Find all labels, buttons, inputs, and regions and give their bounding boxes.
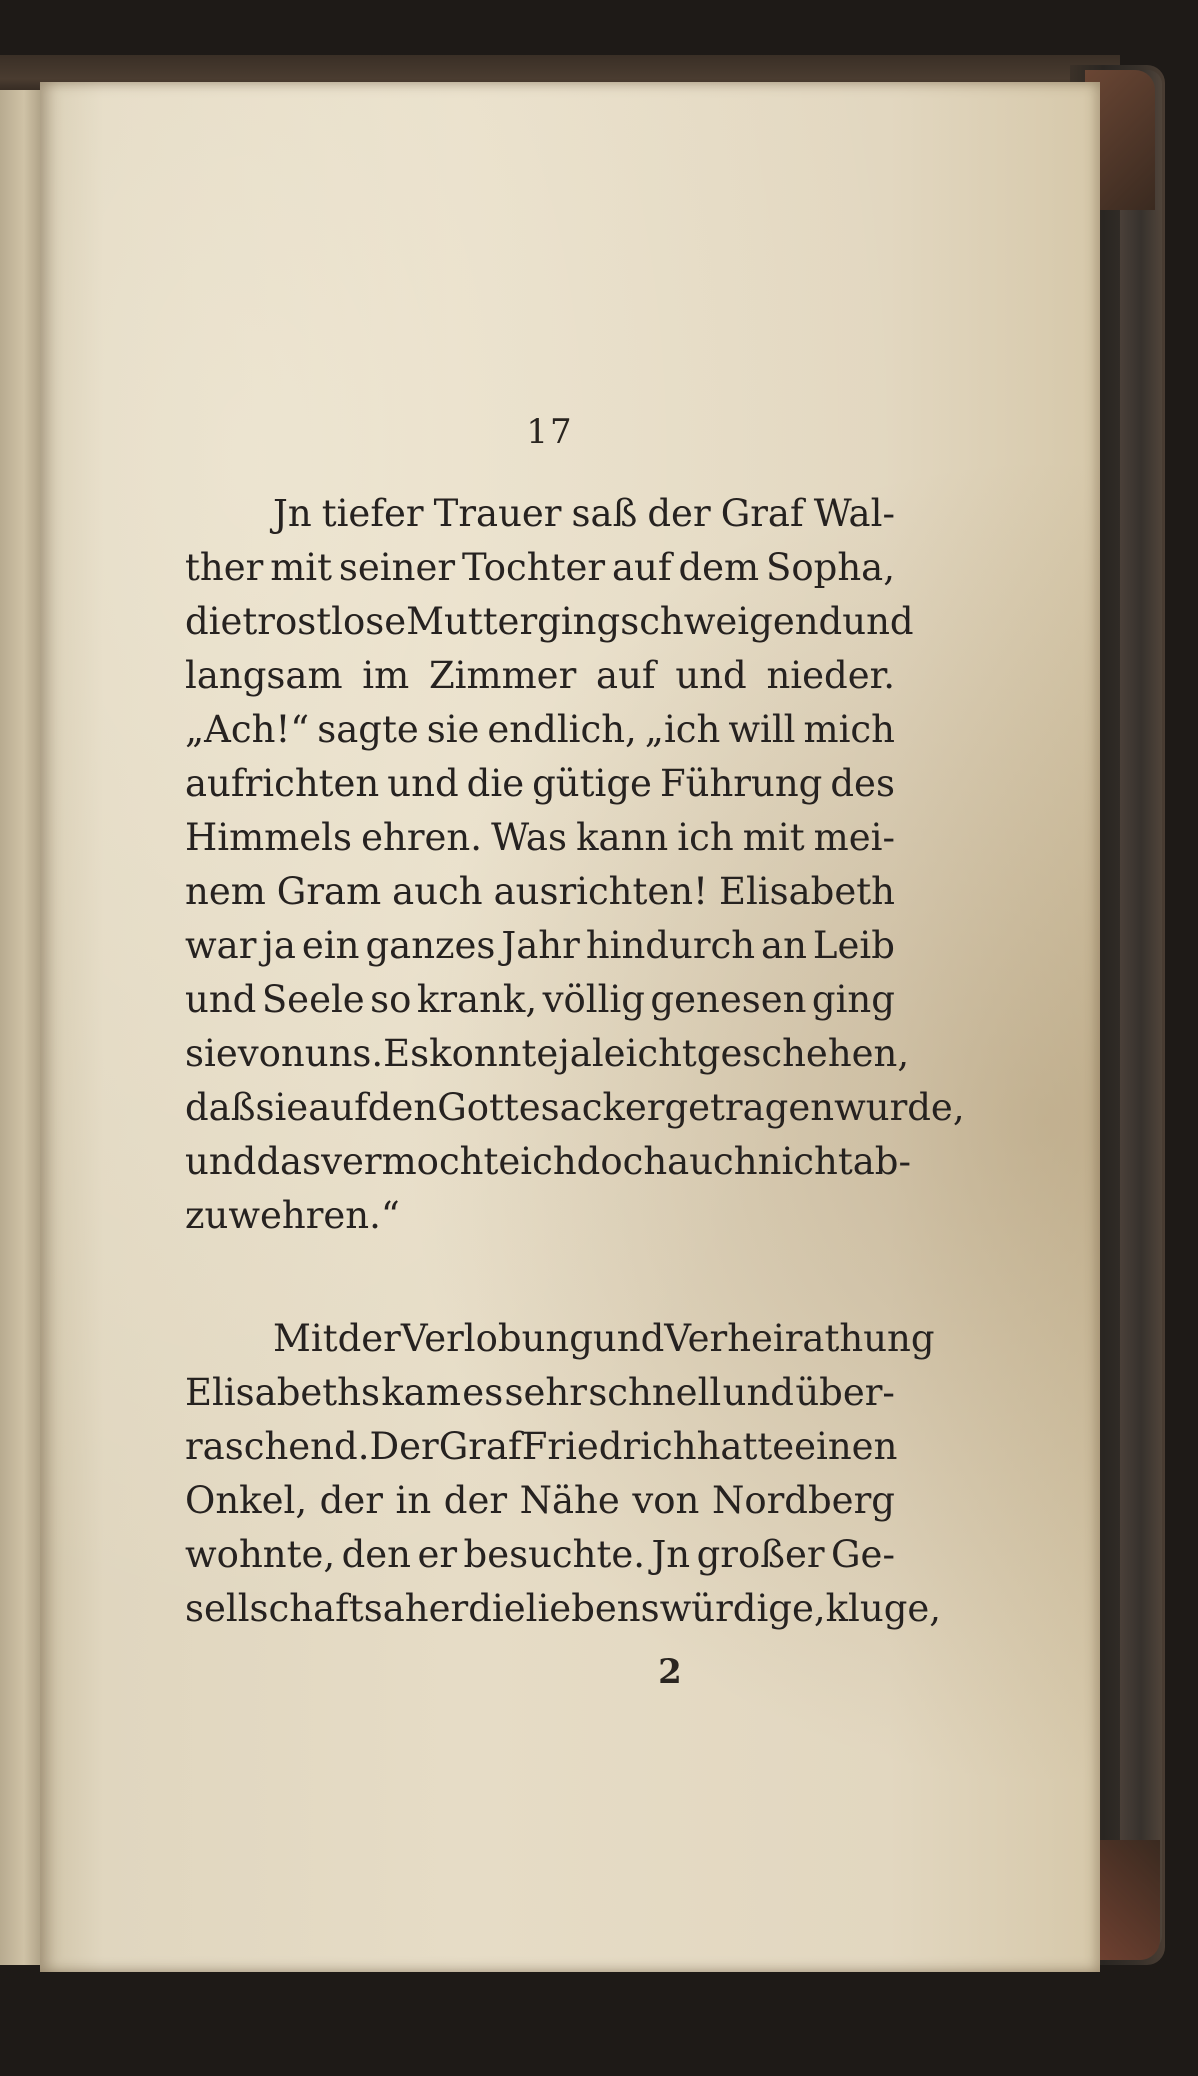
word: über- xyxy=(795,1371,895,1414)
word: krank, xyxy=(416,978,538,1021)
word: und xyxy=(722,1371,794,1414)
word: dem xyxy=(678,546,760,589)
word: sie xyxy=(426,708,480,751)
word: doch xyxy=(576,1140,668,1183)
word: an xyxy=(761,924,807,967)
text-line xyxy=(185,1135,911,1189)
word: besuchte. xyxy=(463,1533,645,1576)
word: Was xyxy=(491,816,567,859)
word: kluge, xyxy=(825,1587,942,1630)
text-line xyxy=(185,487,895,541)
word: Trauer xyxy=(433,492,562,535)
word: Nähe xyxy=(519,1479,620,1522)
word: zuwehren.“ xyxy=(185,1194,400,1237)
word: sie xyxy=(185,1032,238,1075)
word: war xyxy=(185,924,257,967)
word: genesen xyxy=(650,978,807,1021)
word: sellschaft xyxy=(185,1587,364,1630)
word: Wal- xyxy=(813,492,895,535)
word: der xyxy=(443,1479,508,1522)
word: Friedrich xyxy=(521,1425,697,1468)
text-line xyxy=(185,1189,895,1243)
word: Sopha, xyxy=(766,546,895,589)
word: auch xyxy=(667,1140,758,1183)
word: langsam xyxy=(185,654,343,697)
word: raschend. xyxy=(185,1425,370,1468)
word: „Ach!“ xyxy=(185,708,310,751)
word: völlig xyxy=(542,978,645,1021)
word: getragen xyxy=(664,1086,835,1129)
text-line xyxy=(185,1420,898,1474)
word: aufrichten xyxy=(185,762,380,805)
text-line xyxy=(185,703,895,757)
word: ich xyxy=(520,1140,577,1183)
word: sah xyxy=(363,1587,429,1630)
word: Jahr xyxy=(501,924,580,967)
text-line xyxy=(185,1081,965,1135)
word: Mit xyxy=(273,1317,338,1360)
word: konnte xyxy=(429,1032,559,1075)
word: wohnte, xyxy=(185,1533,336,1576)
word: Himmels xyxy=(185,816,352,859)
word: ja xyxy=(262,924,296,967)
word: die xyxy=(468,1587,526,1630)
word: der xyxy=(647,492,711,535)
word: Tochter xyxy=(461,546,606,589)
text-line xyxy=(185,595,914,649)
text-line xyxy=(185,811,895,865)
book-page xyxy=(40,82,1100,1972)
word: Onkel, xyxy=(185,1479,308,1522)
word: Gottesacker xyxy=(437,1086,665,1129)
word: Der xyxy=(369,1425,439,1468)
word: Jn xyxy=(273,492,312,535)
word: so xyxy=(370,978,412,1021)
word: die xyxy=(185,600,243,643)
word: und xyxy=(387,762,459,805)
text-line xyxy=(185,649,895,703)
word: auf xyxy=(308,1086,368,1129)
word: mich xyxy=(803,708,895,751)
word: Mutter xyxy=(406,600,538,643)
text-line xyxy=(185,1366,895,1420)
word: hatte xyxy=(696,1425,795,1468)
word: Elisabeth xyxy=(718,870,895,913)
word: Ge- xyxy=(830,1533,895,1576)
text-line xyxy=(185,1312,935,1366)
word: seiner xyxy=(338,546,456,589)
word: Nordberg xyxy=(711,1479,895,1522)
word: liebenswürdige, xyxy=(525,1587,826,1630)
word: Leib xyxy=(812,924,895,967)
word: auf xyxy=(596,654,656,697)
word: ausrichten! xyxy=(493,870,708,913)
word: der xyxy=(319,1479,383,1522)
cover-corner-bottom xyxy=(1100,1840,1160,1960)
word: von xyxy=(632,1479,700,1522)
word: ja xyxy=(558,1032,592,1075)
word: mit xyxy=(270,546,332,589)
text-line xyxy=(185,1474,895,1528)
word: großer xyxy=(696,1533,825,1576)
word: das xyxy=(256,1140,322,1183)
word: der xyxy=(337,1317,401,1360)
word: Es xyxy=(383,1032,430,1075)
text-line xyxy=(185,1582,942,1636)
word: leicht xyxy=(591,1032,697,1075)
word: Gram xyxy=(276,870,382,913)
word: ich xyxy=(677,816,734,859)
word: endlich, xyxy=(487,708,637,751)
word: schnell xyxy=(588,1371,722,1414)
word: wurde, xyxy=(834,1086,965,1129)
text-line xyxy=(185,919,895,973)
word: einen xyxy=(794,1425,898,1468)
word: er xyxy=(417,1533,458,1576)
signature-mark: 2 xyxy=(658,1652,682,1692)
word: ganzes xyxy=(365,924,496,967)
word: mei- xyxy=(813,816,895,859)
word: Führung xyxy=(659,762,823,805)
word: er xyxy=(428,1587,469,1630)
word: kam xyxy=(381,1371,461,1414)
word: nieder. xyxy=(766,654,895,697)
text-line xyxy=(185,865,895,919)
word: nicht xyxy=(757,1140,853,1183)
word: ab- xyxy=(852,1140,911,1183)
word: nem xyxy=(185,870,266,913)
word: Graf xyxy=(720,492,804,535)
word: den xyxy=(367,1086,438,1129)
text-line xyxy=(185,757,895,811)
word: Verheirathung xyxy=(664,1317,935,1360)
page-number: 17 xyxy=(526,412,574,452)
word: trostlose xyxy=(242,600,407,643)
word: von xyxy=(237,1032,305,1075)
word: ging xyxy=(537,600,621,643)
word: mit xyxy=(742,816,805,859)
word: „ich xyxy=(644,708,721,751)
word: den xyxy=(341,1533,412,1576)
text-line xyxy=(185,1027,910,1081)
word: Seele xyxy=(261,978,365,1021)
word: im xyxy=(362,654,410,697)
word: uns. xyxy=(304,1032,384,1075)
word: Graf xyxy=(438,1425,522,1468)
text-line xyxy=(185,541,895,595)
word: und xyxy=(185,1140,257,1183)
word: sie xyxy=(255,1086,309,1129)
word: sagte xyxy=(317,708,419,751)
word: ein xyxy=(301,924,360,967)
word: gütige xyxy=(532,762,652,805)
word: es xyxy=(462,1371,504,1414)
word: tiefer xyxy=(321,492,424,535)
word: und xyxy=(675,654,747,697)
word: des xyxy=(830,762,895,805)
text-line xyxy=(185,1528,895,1582)
text-line xyxy=(185,973,895,1027)
word: saß xyxy=(571,492,638,535)
word: will xyxy=(728,708,796,751)
word: Jn xyxy=(651,1533,691,1576)
word: in xyxy=(395,1479,432,1522)
word: sehr xyxy=(504,1371,587,1414)
word: Zimmer xyxy=(428,654,577,697)
word: Elisabeths xyxy=(185,1371,380,1414)
word: kann xyxy=(576,816,669,859)
word: auch xyxy=(392,870,483,913)
word: ehren. xyxy=(361,816,482,859)
word: ther xyxy=(185,546,264,589)
word: und xyxy=(185,978,257,1021)
word: und xyxy=(592,1317,665,1360)
paragraph-2 xyxy=(185,1312,942,1636)
book-cover-edge xyxy=(1120,70,1162,1950)
word: ging xyxy=(811,978,895,1021)
word: die xyxy=(466,762,525,805)
word: schweigend xyxy=(620,600,843,643)
word: geschehen, xyxy=(696,1032,910,1075)
word: hindurch xyxy=(585,924,756,967)
word: vermochte xyxy=(321,1140,521,1183)
word: daß xyxy=(185,1086,256,1129)
word: und xyxy=(842,600,914,643)
word: auf xyxy=(611,546,672,589)
word: Verlobung xyxy=(400,1317,593,1360)
paragraph-1 xyxy=(185,487,965,1243)
